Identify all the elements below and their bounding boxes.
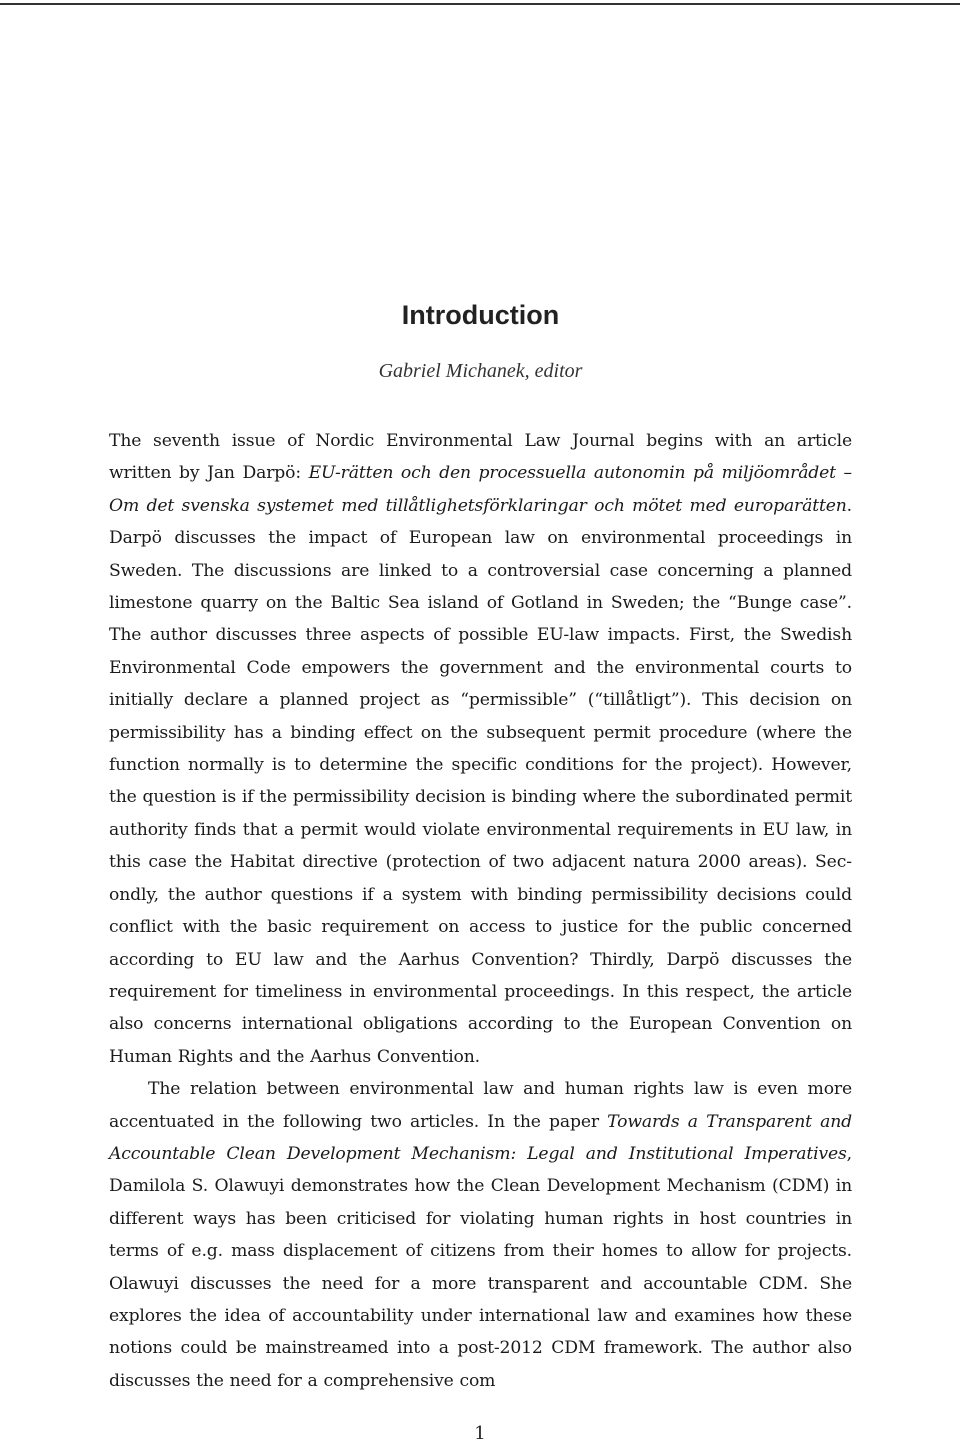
paragraph-1-article-title: EU-rätten och den processuella autonomin på miljöområdet – Om det svenska systemet med tillåtlighetsförklaringar och mötet med europarätten [109,463,852,516]
body-text [109,425,852,1397]
paragraph-2 [109,1073,852,1397]
paragraph-1 [109,425,852,1073]
page-content [109,296,852,1397]
paragraph-1-segment-3: . Darpö discusses the impact of European law on environmental proceedings in Sweden. The discussions are linked to a controversial case concerning a planned limestone quarry on the Baltic Sea island of Gotland in Sweden; the “Bunge case”. The author discusses three aspects of possible EU-law impacts. First, the Swedish Environmental Code empowers the government and the environmental courts to initially declare a planned project as “permissible” (“tillåtligt”). This decision on permissibility has a binding effect on the subsequent permit procedure (where the function normally is to determine the specific conditions for the project). However, the question is if the permissibility decision is binding where the subordinated permit authority finds that a permit would violate environmental requirements in EU law, in this case the Habitat directive (protection of two adjacent natura 2000 areas). Secondly, the author questions if a system with binding permissibility decisions could conflict with the basic requirement on access to justice for the public concerned according to EU law and the Aarhus Convention? Thirdly, Darpö discusses the requirement for timeliness in environmental proceedings. In this respect, the article also concerns international obligations according to the European Convention on Human Rights and the Aarhus Convention. [109,495,852,1067]
paragraph-1-segment-1: The seventh issue of Nordic Environmental Law Journal begins with an article written by Jan Darpö: [109,431,852,484]
paragraph-2-article-title: Towards a Transparent and Accountable Clean Development Mechanism: Legal and Institutional Imperatives [109,1111,852,1164]
editor-byline: Gabriel Michanek, editor [378,360,583,382]
paragraph-2-segment-1: The relation between environmental law and human rights law is even more accentuated in the following two articles. In the paper [109,1079,852,1132]
article-title: Introduction [401,300,560,330]
paragraph-2-segment-3: , Damilola S. Olawuyi demonstrates how the Clean Development Mechanism (CDM) in different ways has been criticised for violating human rights in host countries in terms of e.g. mass displacement of citizens from their homes to allow for projects. Olawuyi discusses the need for a more transparent and accountable CDM. She explores the idea of accountability under international law and examines how these notions could be mainstreamed into a post-2012 CDM framework. The author also discusses the need for a comprehensive com [109,1143,852,1391]
page-number: 1 [474,1423,486,1444]
top-rule [0,3,960,5]
